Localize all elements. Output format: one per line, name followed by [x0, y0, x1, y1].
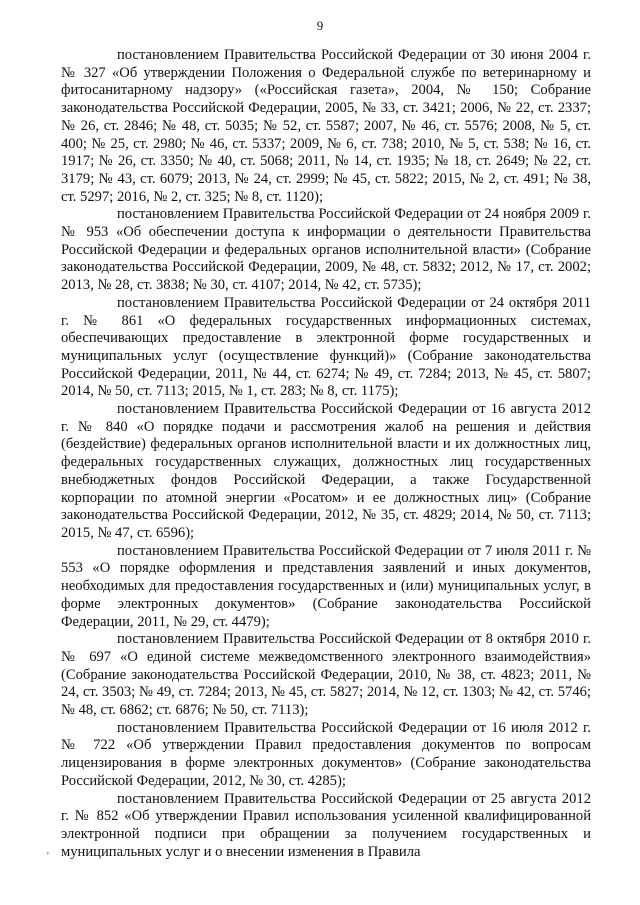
- scan-mark: ': [47, 851, 49, 862]
- paragraph-decree-553: постановлением Правительства Российской Федерации от 7 июля 2011 г. № 553 «О порядке оформления и представления заявлений и иных документов, необходимых для предоставления государственных и (или) муниципальных услуг, в форме электронных документов» (Собрание законодательства Российской Федерации, 2011, № 29, ст. 4479);: [61, 542, 591, 630]
- page-number: 9: [316, 18, 324, 33]
- paragraph-decree-840: постановлением Правительства Российской Федерации от 16 августа 2012 г. № 840 «О порядке подачи и рассмотрения жалоб на решения и действия (бездействие) федеральных органов исполнительной власти и их должностных лиц, федеральных государственных служащих, должностных лиц государственных внебюджетных фондов Российской Федерации, а также Государственной корпорации по атомной энергии «Росатом» и ее должностных лиц» (Собрание законодательства Российской Федерации, 2012, № 35, ст. 4829; 2014, № 50, ст. 7113; 2015, № 47, ст. 6596);: [61, 401, 591, 541]
- paragraph-decree-722: постановлением Правительства Российской Федерации от 16 июля 2012 г. № 722 «Об утверждении Правил предоставления документов по вопросам лицензирования в форме электронных документов» (Собрание законодательства Российской Федерации, 2012, № 30, ст. 4285);: [61, 719, 591, 789]
- paragraph-decree-852: постановлением Правительства Российской Федерации от 25 августа 2012 г. № 852 «Об утверждении Правил использования усиленной квалифицированной электронной подписи при обращении за получением государственных и муниципальных услуг и о внесении изменения в Правила: [61, 790, 591, 860]
- paragraph-decree-327: постановлением Правительства Российской Федерации от 30 июня 2004 г. № 327 «Об утверждении Положения о Федеральной службе по ветеринарному и фитосанитарному надзору» («Российская газета», 2004, № 150; Собрание законодательства Российской Федерации, 2005, № 33, ст. 3421; 2006, № 22, ст. 2337; № 26, ст. 2846; № 48, ст. 5035; № 52, ст. 5587; 2007, № 46, ст. 5576; 2008, № 5, ст. 400; № 25, ст. 2980; № 46, ст. 5337; 2009, № 6, ст. 738; 2010, № 5, ст. 538; № 16, ст. 1917; № 26, ст. 3350; № 40, ст. 5068; 2011, № 14, ст. 1935; № 18, ст. 2649; № 22, ст. 3179; № 43, ст. 6079; 2013, № 24, ст. 2999; № 45, ст. 5822; 2015, № 2, ст. 491; № 38, ст. 5297; 2016, № 2, ст. 325; № 8, ст. 1120);: [61, 47, 591, 205]
- paragraph-decree-697: постановлением Правительства Российской Федерации от 8 октября 2010 г. № 697 «О единой системе межведомственного электронного взаимодействия» (Собрание законодательства Российской Федерации, 2010, № 38, ст. 4823; 2011, № 24, ст. 3503; № 49, ст. 7284; 2013, № 45, ст. 5827; 2014, № 12, ст. 1303; № 42, ст. 5746; № 48, ст. 6862; ст. 6876; № 50, ст. 7113);: [61, 631, 591, 719]
- paragraph-decree-953: постановлением Правительства Российской Федерации от 24 ноября 2009 г. № 953 «Об обеспечении доступа к информации о деятельности Правительства Российской Федерации и федеральных органов исполнительной власти» (Собрание законодательства Российской Федерации, 2009, № 48, ст. 5832; 2012, № 17, ст. 2002; 2013, № 28, ст. 3838; № 30, ст. 4107; 2014, № 42, ст. 5735);: [61, 206, 591, 294]
- paragraph-decree-861: постановлением Правительства Российской Федерации от 24 октября 2011 г. № 861 «О федеральных государственных информационных системах, обеспечивающих предоставление в электронной форме государственных и муниципальных услуг (осуществление функций)» (Собрание законодательства Российской Федерации, 2011, № 44, ст. 6274; № 49, ст. 7284; 2013, № 45, ст. 5807; 2014, № 50, ст. 7113; 2015, № 1, ст. 283; № 8, ст. 1175);: [61, 294, 591, 400]
- document-body: [61, 47, 591, 861]
